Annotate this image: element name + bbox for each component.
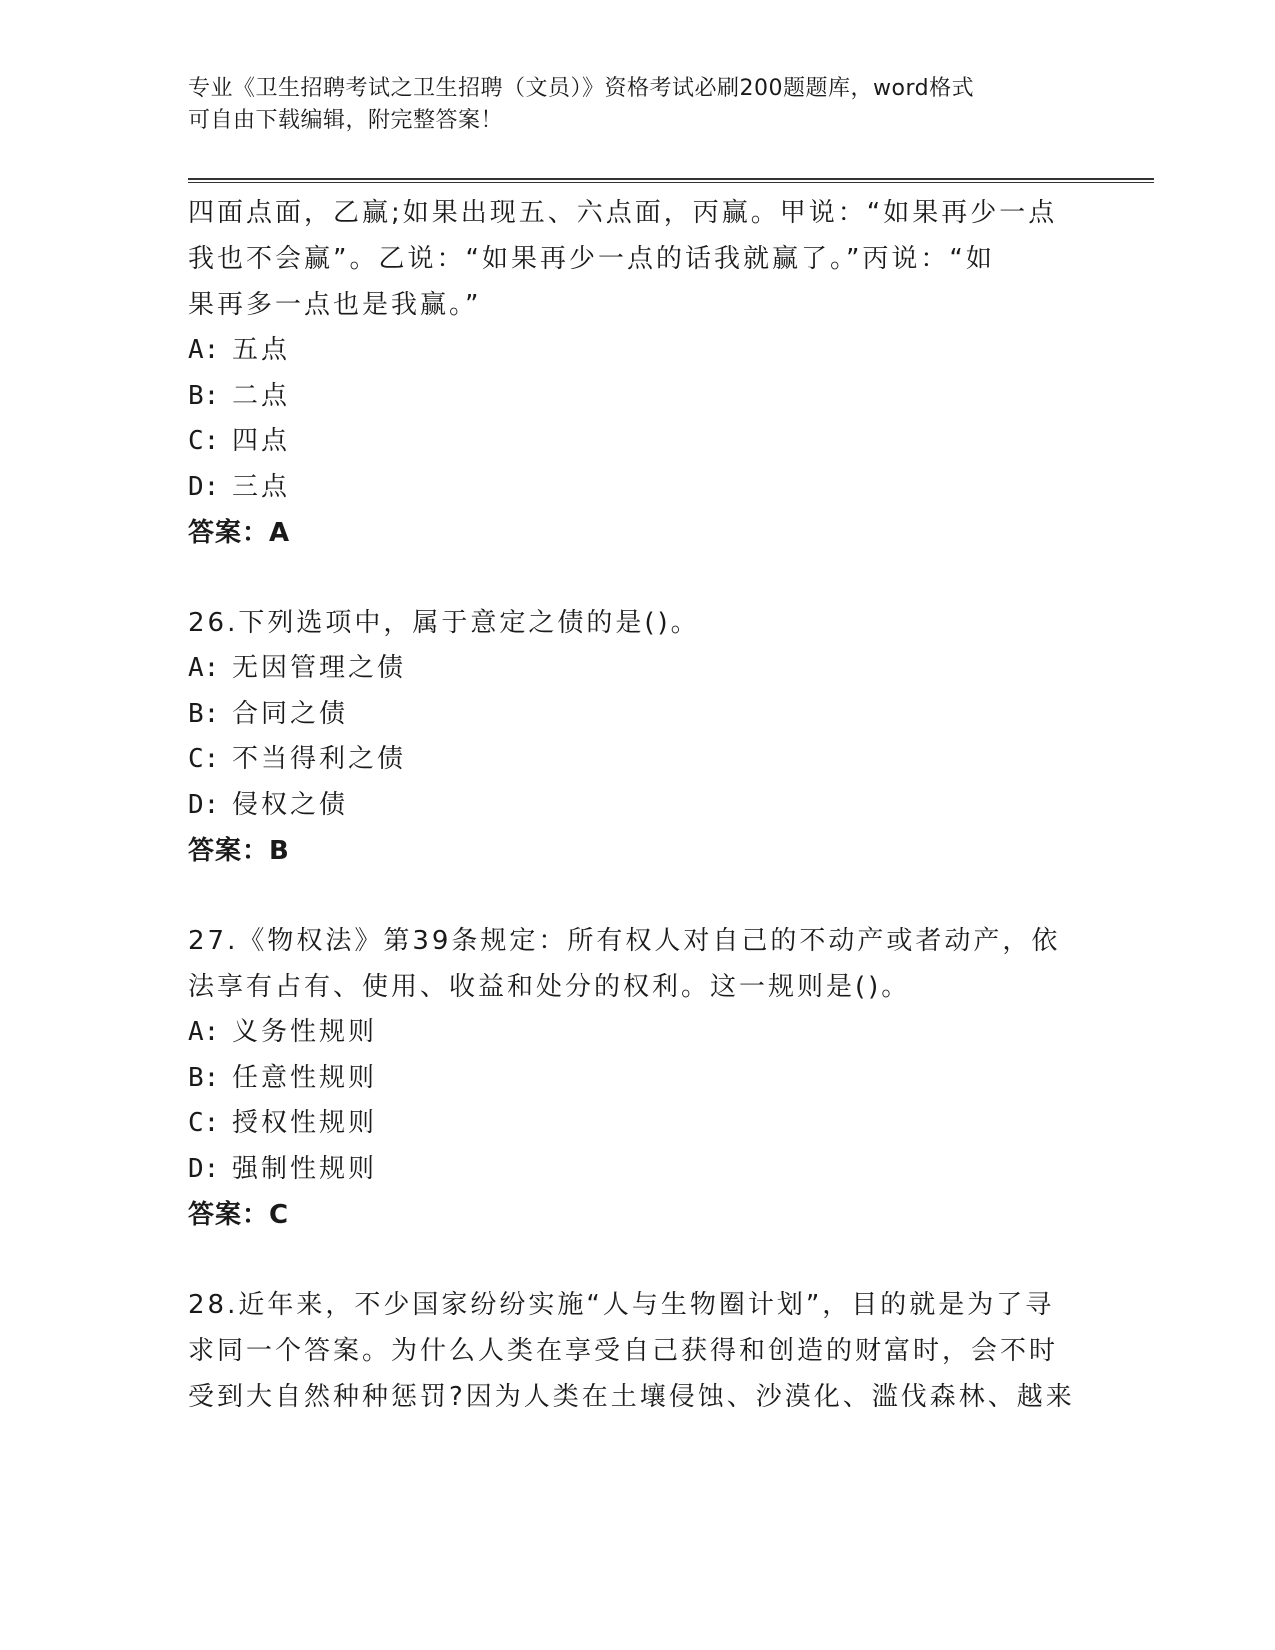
option-b: [188, 374, 1088, 420]
option-letter: C:: [188, 1108, 220, 1138]
option-b: [188, 1056, 1088, 1102]
document-body: [188, 190, 1088, 1420]
document-header: [188, 73, 1068, 137]
answer-line: 答案：B: [188, 836, 290, 866]
option-text: 四点: [232, 426, 291, 456]
question-spacer: [188, 1238, 1088, 1282]
option-d: [188, 783, 1088, 829]
question-text-line: 求同一个答案。为什么人类在享受自己获得和创造的财富时，会不时: [188, 1336, 1059, 1366]
option-letter: B:: [188, 1062, 220, 1093]
answer-line: 答案：A: [188, 518, 291, 548]
question-28: [188, 1282, 1088, 1420]
question-text-line: 27.《物权法》第39条规定：所有权人对自己的不动产或者动产，依: [188, 926, 1061, 956]
option-letter: C:: [188, 426, 220, 456]
option-a: [188, 646, 1088, 692]
option-text: 不当得利之债: [232, 744, 407, 774]
question-text-line: 26.下列选项中，属于意定之债的是()。: [188, 608, 700, 638]
option-letter: D:: [188, 1153, 220, 1184]
question-text-line: 果再多一点也是我赢。”: [188, 290, 482, 320]
question-text-line: 我也不会赢”。乙说：“如果再少一点的话我就赢了。”丙说：“如: [188, 244, 995, 274]
option-letter: A:: [188, 1017, 220, 1047]
question-26: [188, 600, 1088, 874]
question-spacer: [188, 556, 1088, 600]
header-title-line-2: 可自由下载编辑，附完整答案！: [188, 108, 504, 133]
option-text: 侵权之债: [232, 789, 349, 820]
question-27: [188, 918, 1088, 1238]
option-letter: D:: [188, 471, 220, 502]
option-text: 二点: [232, 380, 291, 411]
option-d: [188, 465, 1088, 511]
option-d: [188, 1147, 1088, 1193]
option-a: [188, 1010, 1088, 1056]
option-letter: B:: [188, 380, 220, 411]
question-text-line: 受到大自然种种惩罚?因为人类在土壤侵蚀、沙漠化、滥伐森林、越来: [188, 1382, 1075, 1412]
header-divider: [188, 178, 1154, 183]
option-text: 合同之债: [232, 698, 349, 729]
option-text: 任意性规则: [232, 1062, 378, 1093]
option-text: 五点: [232, 335, 291, 365]
option-text: 授权性规则: [232, 1108, 378, 1138]
option-text: 义务性规则: [232, 1017, 378, 1047]
header-title-line-1: 专业《卫生招聘考试之卫生招聘（文员）》资格考试必刷200题题库，word格式: [188, 76, 975, 101]
option-letter: D:: [188, 789, 220, 820]
option-c: [188, 419, 1088, 465]
question-text-line: 法享有占有、使用、收益和处分的权利。这一规则是()。: [188, 972, 911, 1002]
question-spacer: [188, 874, 1088, 918]
option-letter: A:: [188, 653, 220, 683]
question-text-line: 28.近年来，不少国家纷纷实施“人与生物圈计划”，目的就是为了寻: [188, 1290, 1055, 1320]
option-text: 无因管理之债: [232, 653, 407, 683]
question-text-line: 四面点面，乙赢;如果出现五、六点面，丙赢。甲说：“如果再少一点: [188, 198, 1058, 228]
answer-line: 答案：C: [188, 1200, 290, 1230]
option-text: 强制性规则: [232, 1153, 378, 1184]
option-b: [188, 692, 1088, 738]
option-letter: B:: [188, 698, 220, 729]
option-c: [188, 1101, 1088, 1147]
option-a: [188, 328, 1088, 374]
option-letter: C:: [188, 744, 220, 774]
option-c: [188, 737, 1088, 783]
option-text: 三点: [232, 471, 291, 502]
option-letter: A:: [188, 335, 220, 365]
question-25-continuation: [188, 190, 1088, 556]
